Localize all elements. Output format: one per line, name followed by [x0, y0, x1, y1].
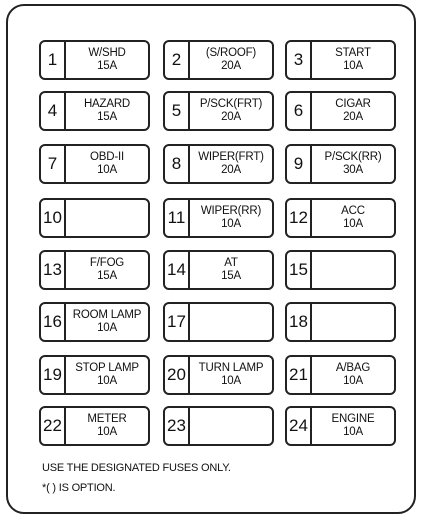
fuse-21: [285, 355, 396, 395]
fuse-number: 5: [165, 93, 190, 129]
fuse-20: [163, 355, 274, 395]
fuse-number: 20: [165, 357, 190, 393]
fuse-circuit-name: P/SCK(RR): [324, 151, 382, 163]
fuse-label: [312, 42, 394, 78]
fuse-label: [190, 42, 272, 78]
fuse-circuit-name: OBD-II: [90, 151, 124, 163]
fuse-circuit-name: ROOM LAMP: [72, 309, 142, 321]
fuse-number: 17: [165, 304, 190, 340]
fuse-circuit-name: ENGINE: [331, 413, 375, 425]
fuse-number: 7: [41, 146, 66, 182]
fuse-label: [66, 93, 148, 129]
fuse-label: [190, 200, 272, 236]
fuse-3: [285, 40, 396, 80]
fuse-12: [285, 198, 396, 238]
fuse-amperage: 10A: [97, 164, 117, 176]
fuse-label: [190, 304, 272, 340]
fuse-17: [163, 302, 274, 342]
fuse-circuit-name: CIGAR: [335, 98, 371, 110]
fuse-amperage: 15A: [97, 111, 117, 123]
fuse-number: 2: [165, 42, 190, 78]
fuse-number: 1: [41, 42, 66, 78]
fuse-label: [312, 146, 394, 182]
fuse-circuit-name: HAZARD: [83, 98, 131, 110]
fuse-number: 19: [41, 357, 66, 393]
fuse-label: [312, 304, 394, 340]
fuse-amperage: 10A: [343, 60, 363, 72]
fuse-label: [312, 200, 394, 236]
fuse-11: [163, 198, 274, 238]
fuse-circuit-name: START: [335, 47, 371, 59]
fuse-amperage: 20A: [221, 60, 241, 72]
fuse-number: 8: [165, 146, 190, 182]
fuse-amperage: 10A: [97, 322, 117, 334]
fuse-15: [285, 250, 396, 290]
fuse-number: 10: [41, 200, 66, 236]
fuse-number: 21: [287, 357, 312, 393]
fuse-amperage: 15A: [221, 270, 241, 282]
fuse-number: 16: [41, 304, 66, 340]
fuse-number: 9: [287, 146, 312, 182]
fuse-13: [39, 250, 150, 290]
fuse-circuit-name: WIPER(FRT): [198, 151, 264, 163]
note-option: *( ) IS OPTION.: [42, 482, 116, 494]
fuse-number: 24: [287, 408, 312, 444]
fuse-23: [163, 406, 274, 446]
fuse-label: [66, 146, 148, 182]
fuse-amperage: 10A: [343, 375, 363, 387]
fuse-label: [190, 146, 272, 182]
fuse-amperage: 10A: [221, 218, 241, 230]
fuse-number: 14: [165, 252, 190, 288]
fuse-circuit-name: TURN LAMP: [198, 362, 264, 374]
fuse-circuit-name: (S/ROOF): [205, 47, 257, 59]
fuse-amperage: 20A: [343, 111, 363, 123]
fuse-label: [66, 304, 148, 340]
fuse-10: [39, 198, 150, 238]
fuse-circuit-name: F/FOG: [89, 257, 125, 269]
fuse-number: 6: [287, 93, 312, 129]
fuse-number: 3: [287, 42, 312, 78]
fuse-19: [39, 355, 150, 395]
fuse-1: [39, 40, 150, 80]
fuse-5: [163, 91, 274, 131]
fuse-number: 18: [287, 304, 312, 340]
fuse-amperage: 20A: [221, 164, 241, 176]
fuse-amperage: 10A: [97, 375, 117, 387]
fuse-8: [163, 144, 274, 184]
fuse-16: [39, 302, 150, 342]
fuse-circuit-name: A/BAG: [335, 362, 371, 374]
fuse-label: [190, 408, 272, 444]
fuse-7: [39, 144, 150, 184]
fuse-number: 4: [41, 93, 66, 129]
fuse-label: [312, 357, 394, 393]
fuse-amperage: 10A: [343, 426, 363, 438]
fuse-circuit-name: ACC: [341, 205, 365, 217]
fuse-6: [285, 91, 396, 131]
fuse-2: [163, 40, 274, 80]
fuse-label: [190, 252, 272, 288]
fuse-amperage: 15A: [97, 270, 117, 282]
fuse-amperage: 10A: [97, 426, 117, 438]
fuse-label: [66, 357, 148, 393]
fuse-number: 15: [287, 252, 312, 288]
fuse-label: [66, 408, 148, 444]
fuse-number: 23: [165, 408, 190, 444]
fuse-18: [285, 302, 396, 342]
fuse-amperage: 15A: [97, 60, 117, 72]
fuse-circuit-name: METER: [87, 413, 127, 425]
fuse-amperage: 10A: [221, 375, 241, 387]
fuse-amperage: 10A: [343, 218, 363, 230]
fuse-number: 12: [287, 200, 312, 236]
fuse-label: [66, 42, 148, 78]
note-designated-fuses: USE THE DESIGNATED FUSES ONLY.: [42, 462, 231, 474]
fuse-amperage: 30A: [343, 164, 363, 176]
fuse-label: [312, 252, 394, 288]
fuse-label: [312, 408, 394, 444]
fuse-label: [312, 93, 394, 129]
fuse-number: 13: [41, 252, 66, 288]
fuse-24: [285, 406, 396, 446]
fuse-14: [163, 250, 274, 290]
fuse-label: [66, 252, 148, 288]
fuse-amperage: 20A: [221, 111, 241, 123]
fuse-22: [39, 406, 150, 446]
fuse-4: [39, 91, 150, 131]
fuse-label: [190, 357, 272, 393]
fuse-circuit-name: AT: [224, 257, 238, 269]
fuse-label: [190, 93, 272, 129]
fuse-number: 11: [165, 200, 190, 236]
fuse-circuit-name: W/SHD: [88, 47, 126, 59]
fuse-circuit-name: P/SCK(FRT): [199, 98, 263, 110]
fuse-circuit-name: WIPER(RR): [200, 205, 262, 217]
fuse-number: 22: [41, 408, 66, 444]
fuse-9: [285, 144, 396, 184]
fuse-circuit-name: STOP LAMP: [75, 362, 139, 374]
fuse-label: [66, 200, 148, 236]
